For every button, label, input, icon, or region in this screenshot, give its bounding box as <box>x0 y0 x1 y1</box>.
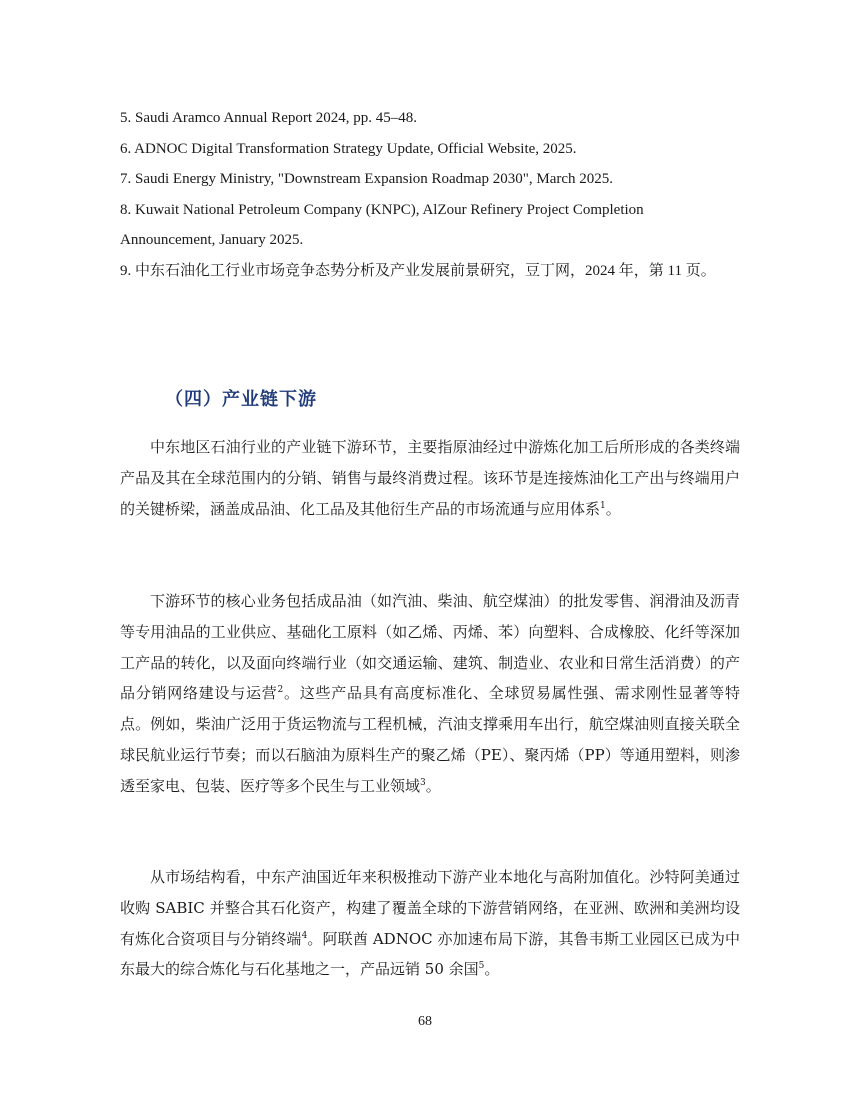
footnote-marker: 5 <box>478 961 485 972</box>
footnote-marker: 1 <box>600 500 606 511</box>
paragraph-tail: 。 <box>484 960 500 979</box>
paragraph-tail: 。 <box>605 499 621 518</box>
footnote-marker: 2 <box>277 685 284 696</box>
paragraph-text-2: 。阿联酋 ADNOC 亦加速布局下游，其鲁韦斯工业园区已成为中东最大的综合炼化与石化基地之一，产品远销 50 余国 <box>120 929 740 979</box>
footnote-marker: 3 <box>420 777 426 788</box>
section-heading: （四）产业链下游 <box>165 389 317 410</box>
reference-item: 8. Kuwait National Petroleum Company (KNPC), AlZour Refinery Project Completion Announcement, January 2025. <box>120 201 644 248</box>
paragraph-text-2: 。这些产品具有高度标准化、全球贸易属性强、需求刚性显著等特点。例如，柴油广泛用于货运物流与工程机械，汽油支撑乘用车出行，航空煤油则直接关联全球民航业运行节奏；而以石脑油为原料生产的聚乙烯（PE）、聚丙烯（PP）等通用塑料，则渗透至家电、包装、医疗等多个民生与工业领域 <box>120 684 740 795</box>
paragraph-3 <box>120 862 740 985</box>
paragraph-2 <box>120 586 740 802</box>
paragraph-1 <box>120 432 740 524</box>
reference-item: 5. Saudi Aramco Annual Report 2024, pp. 45–48. <box>120 110 418 126</box>
reference-item: 7. Saudi Energy Ministry, "Downstream Expansion Roadmap 2030", March 2025. <box>120 171 614 187</box>
paragraph-text: 中东地区石油行业的产业链下游环节，主要指原油经过中游炼化加工后所形成的各类终端产品及其在全球范围内的分销、销售与最终消费过程。该环节是连接炼油化工产出与终端用户的关键桥梁，涵盖成品油、化工品及其他衍生产品的市场流通与应用体系 <box>120 438 740 518</box>
reference-item: 6. ADNOC Digital Transformation Strategy Update, Official Website, 2025. <box>120 140 577 157</box>
paragraph-text: 从市场结构看，中东产油国近年来积极推动下游产业本地化与高附加值化。沙特阿美通过收购 SABIC 并整合其石化资产，构建了覆盖全球的下游营销网络，在亚洲、欧洲和美洲均设有炼化合资项目与分销终端 <box>120 868 740 948</box>
paragraph-text: 下游环节的核心业务包括成品油（如汽油、柴油、航空煤油）的批发零售、润滑油及沥青等专用油品的工业供应、基础化工原料（如乙烯、丙烯、苯）向塑料、合成橡胶、化纤等深加工产品的转化，以及面向终端行业（如交通运输、建筑、制造业、农业和日常生活消费）的产品分销网络建设与运营 <box>120 592 740 703</box>
page-number: 68 <box>418 1014 432 1029</box>
reference-item: 9. 中东石油化工行业市场竞争态势分析及产业发展前景研究，豆丁网，2024 年，第 11 页。 <box>120 262 716 279</box>
references-list <box>120 103 740 286</box>
footnote-marker: 4 <box>301 930 308 941</box>
paragraph-tail: 。 <box>425 776 441 795</box>
